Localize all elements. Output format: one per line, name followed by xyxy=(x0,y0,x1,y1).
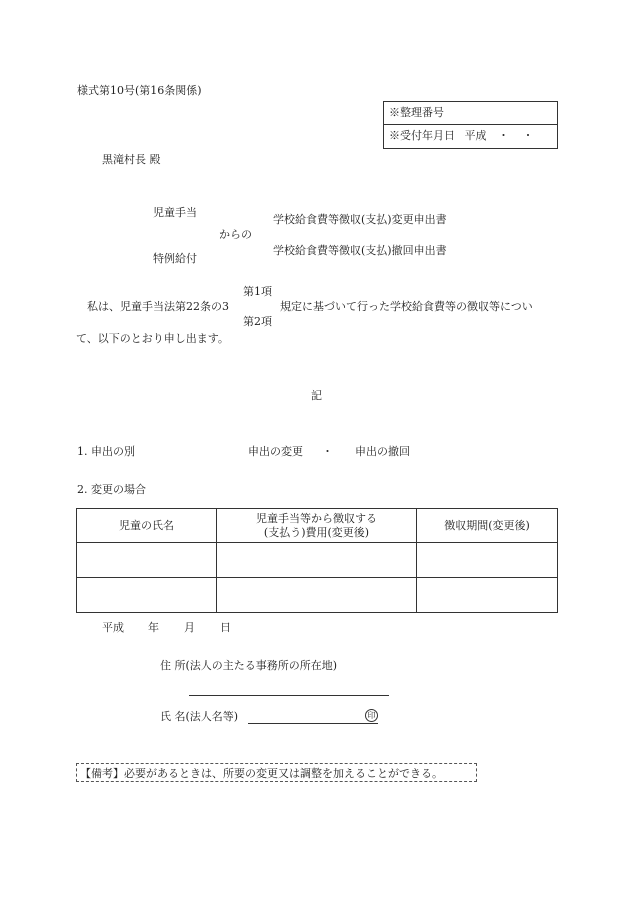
table-header-row xyxy=(77,509,558,543)
date-era: 平成 xyxy=(102,621,124,634)
form-title: 様式第10号(第16条関係) xyxy=(77,84,202,97)
col-cost-line-1: 児童手当等から徴収する xyxy=(256,511,377,525)
date-month: 月 xyxy=(184,621,195,634)
col-cost-line-2: (支払う)費用(変更後) xyxy=(263,525,370,539)
subject-allowance-1: 児童手当 xyxy=(153,206,197,219)
table-row xyxy=(77,578,558,613)
change-table xyxy=(76,508,558,613)
address-label: 住 所(法人の主たる事務所の所在地) xyxy=(160,659,338,672)
date-year: 年 xyxy=(148,621,159,634)
subject-allowance-2: 特例給付 xyxy=(153,252,197,265)
table-row xyxy=(77,543,558,578)
reference-date-dots: ・ ・ xyxy=(498,129,534,142)
subject-connector: からの xyxy=(219,228,252,241)
cell-child-name[interactable] xyxy=(77,578,217,613)
reference-received-row xyxy=(384,124,557,146)
section-1-heading: 1. 申出の別 xyxy=(77,445,135,458)
statement-paragraph-2: 第2項 xyxy=(243,315,272,328)
option-change: 申出の変更 xyxy=(248,445,303,458)
option-withdraw: 申出の撤回 xyxy=(355,445,410,458)
statement-paragraph-1: 第1項 xyxy=(243,285,272,298)
ki-heading: 記 xyxy=(311,389,322,402)
name-line[interactable] xyxy=(248,723,378,724)
col-period: 徴収期間(変更後) xyxy=(417,509,558,543)
statement-line-1-end: 規定に基づいて行った学校給食費等の徴収等につい xyxy=(280,300,533,313)
addressee: 黒滝村長 殿 xyxy=(102,153,161,166)
reference-received-label: ※受付年月日 xyxy=(389,129,455,142)
reference-era: 平成 xyxy=(464,129,487,142)
reference-number-label: ※整理番号 xyxy=(389,106,444,119)
name-label: 氏 名(法人名等) xyxy=(160,710,239,723)
section-2-heading: 2. 変更の場合 xyxy=(77,483,146,496)
cell-period[interactable] xyxy=(417,578,558,613)
col-child-name: 児童の氏名 xyxy=(77,509,217,543)
col-cost xyxy=(217,509,417,543)
cell-cost[interactable] xyxy=(217,543,417,578)
cell-cost[interactable] xyxy=(217,578,417,613)
statement-line-1-start: 私は、児童手当法第22条の3 xyxy=(87,300,229,313)
date-day: 日 xyxy=(220,621,231,634)
cell-period[interactable] xyxy=(417,543,558,578)
reference-number-row xyxy=(384,102,557,124)
statement-line-2: て、以下のとおり申し出ます。 xyxy=(76,332,229,345)
seal-mark: 印 xyxy=(365,709,378,722)
cell-child-name[interactable] xyxy=(77,543,217,578)
reference-box xyxy=(383,101,558,149)
address-line[interactable] xyxy=(189,695,389,696)
subject-form-2: 学校給食費等徴収(支払)撤回申出書 xyxy=(273,244,447,257)
option-separator: ・ xyxy=(322,445,333,458)
subject-form-1: 学校給食費等徴収(支払)変更申出書 xyxy=(273,213,447,226)
remarks-note: 【備考】必要があるときは、所要の変更又は調整を加えることができる。 xyxy=(76,763,477,782)
